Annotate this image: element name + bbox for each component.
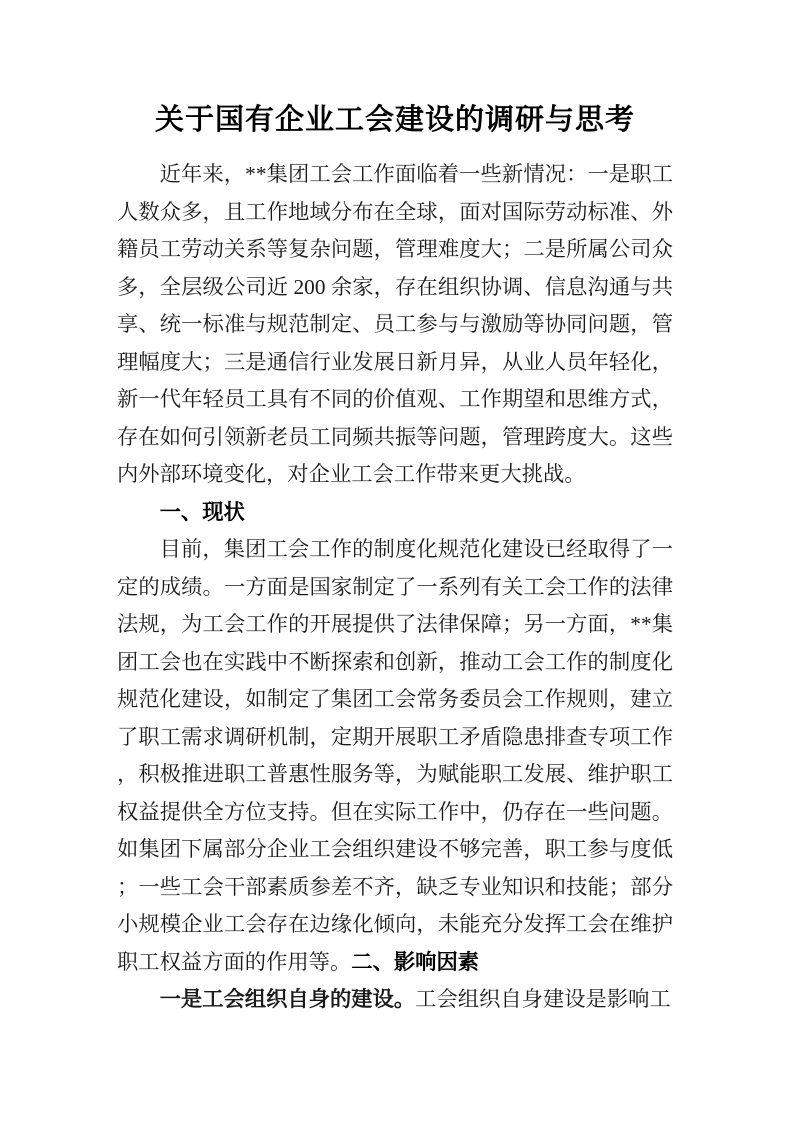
- document-title: 关于国有企业工会建设的调研与思考: [154, 104, 635, 136]
- text-run: 工会组织自身建设是影响工: [415, 987, 671, 1011]
- paragraph: [117, 531, 673, 981]
- document-body: [117, 156, 673, 1019]
- section-heading: [117, 494, 673, 532]
- text-run: 一是工会组织自身的建设。: [159, 987, 416, 1011]
- text-run: 二、影响因素: [351, 949, 480, 974]
- text-run: 目前，集团工会工作的制度化规范化建设已经取得了一定的成绩。一方面是国家制定了一系列有关工会工作的法律法规，为工会工作的开展提供了法律保障；另一方面，**集团工会也在实践中不断探索和创新，推动工会工作的制度化规范化建设，如制定了集团工会常务委员会工作规则，建立了职工需求调研机制，定期开展职工矛盾隐患排查专项工作，积极推进职工普惠性服务等，为赋能职工发展、维护职工权益提供全方位支持。但在实际工作中，仍存在一些问题。如集团下属部分企业工会组织建设不够完善，职工参与度低；一些工会干部素质参差不齐，缺乏专业知识和技能；部分小规模企业工会存在边缘化倾向，未能充分发挥工会在维护职工权益方面的作用等。: [117, 537, 673, 974]
- paragraph: [117, 981, 673, 1019]
- text-run: 近年来，**集团工会工作面临着一些新情况：一是职工人数众多，且工作地域分布在全球，面对国际劳动标准、外籍员工劳动关系等复杂问题，管理难度大；二是所属公司众多，全层级公司近 200 余家，存在组织协调、信息沟通与共享、统一标准与规范制定、员工参与与激励等协同问题，管理幅度大；三是通信行业发展日新月异，从业人员年轻化，新一代年轻员工具有不同的价值观、工作期望和思维方式，存在如何引领新老员工同频共振等问题，管理跨度大。这些内外部环境变化，对企业工会工作带来更大挑战。: [117, 162, 673, 486]
- text-run: 一、现状: [159, 499, 245, 524]
- paragraph: [117, 156, 673, 494]
